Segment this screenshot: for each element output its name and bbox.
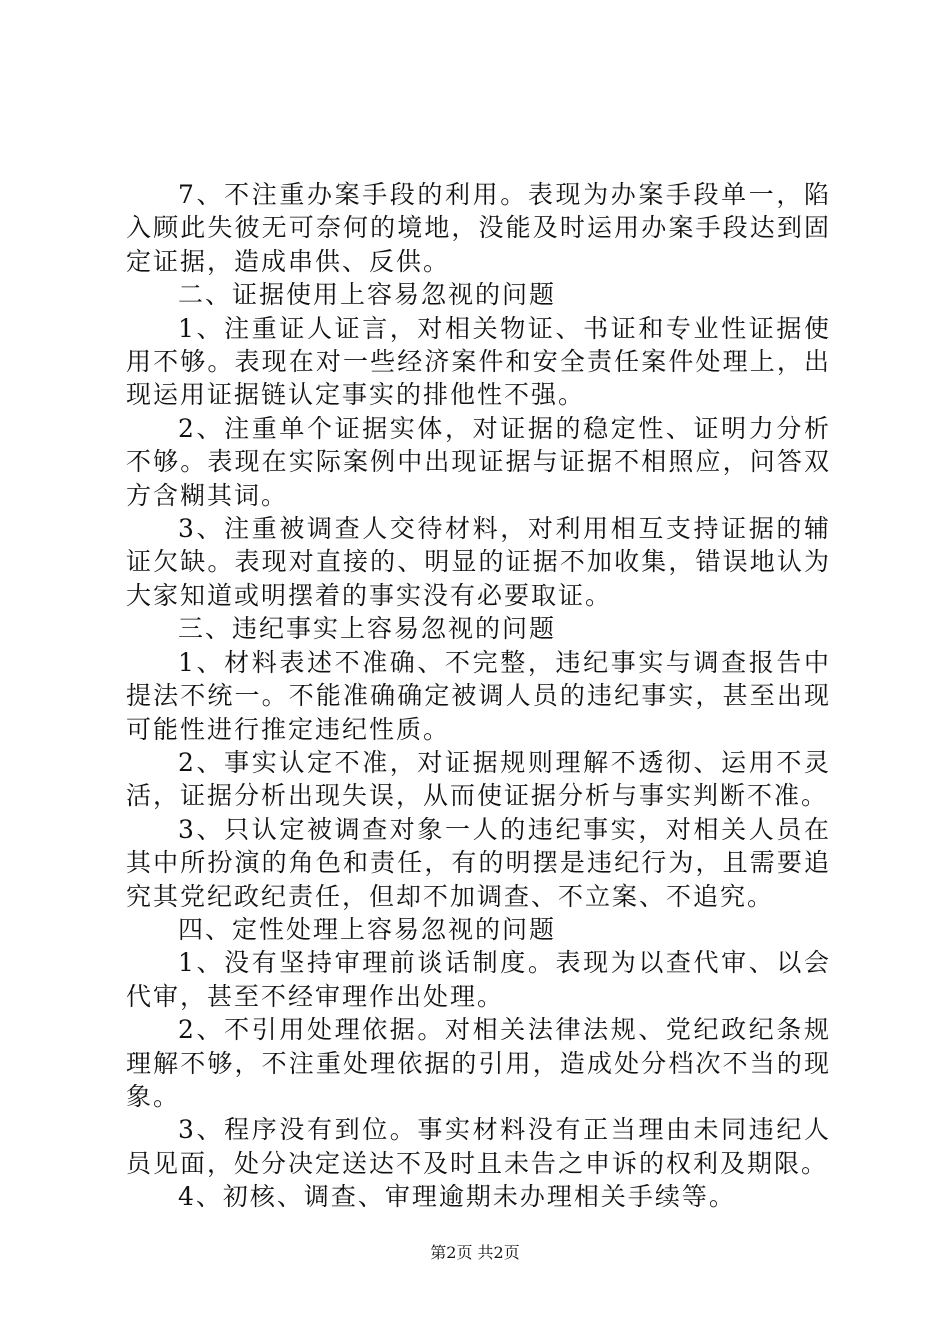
paragraph-3-3: 3、只认定被调查对象一人的违纪事实，对相关人员在其中所扮演的角色和责任，有的明摆是违纪行为，且需要追究其党纪政纪责任，但却不加调查、不立案、不追究。 xyxy=(126,814,831,911)
paragraph-3-2: 2、事实认定不准，对证据规则理解不透彻、运用不灵活，证据分析出现失误，从而使证据分析与事实判断不准。 xyxy=(126,747,831,811)
paragraph-2-2: 2、注重单个证据实体，对证据的稳定性、证明力分析不够。表现在实际案例中出现证据与证据不相照应，问答双方含糊其词。 xyxy=(126,413,831,510)
section-heading-3: 三、违纪事实上容易忽视的问题 xyxy=(178,614,557,644)
section-heading-4: 四、定性处理上容易忽视的问题 xyxy=(178,914,557,944)
document-body xyxy=(126,178,831,1214)
page-number-footer: 第2页 共2页 xyxy=(430,1243,520,1262)
paragraph-4-4: 4、初核、调查、审理逾期未办理相关手续等。 xyxy=(178,1182,736,1212)
section-heading-2: 二、证据使用上容易忽视的问题 xyxy=(178,280,557,310)
paragraph-4-1: 1、没有坚持审理前谈话制度。表现为以查代审、以会代审，甚至不经审理作出处理。 xyxy=(126,948,831,1011)
paragraph-4-3: 3、程序没有到位。事实材料没有正当理由未同违纪人员见面，处分决定送达不及时且未告之申诉的权利及期限。 xyxy=(126,1115,831,1178)
paragraph-3-1: 1、材料表述不准确、不完整，违纪事实与调查报告中提法不统一。不能准确确定被调人员的违纪事实，甚至出现可能性进行推定违纪性质。 xyxy=(126,647,831,744)
paragraph-2-1: 1、注重证人证言，对相关物证、书证和专业性证据使用不够。表现在对一些经济案件和安全责任案件处理上，出现运用证据链认定事实的排他性不强。 xyxy=(126,313,831,410)
paragraph-2-3: 3、注重被调查人交待材料，对利用相互支持证据的辅证欠缺。表现对直接的、明显的证据不加收集，错误地认为大家知道或明摆着的事实没有必要取证。 xyxy=(126,514,831,610)
paragraph-4-2: 2、不引用处理依据。对相关法律法规、党纪政纪条规理解不够，不注重处理依据的引用，造成处分档次不当的现象。 xyxy=(126,1015,831,1111)
paragraph-7-evidence-means: 7、不注重办案手段的利用。表现为办案手段单一，陷入顾此失彼无可奈何的境地，没能及时运用办案手段达到固定证据，造成串供、反供。 xyxy=(126,180,831,276)
